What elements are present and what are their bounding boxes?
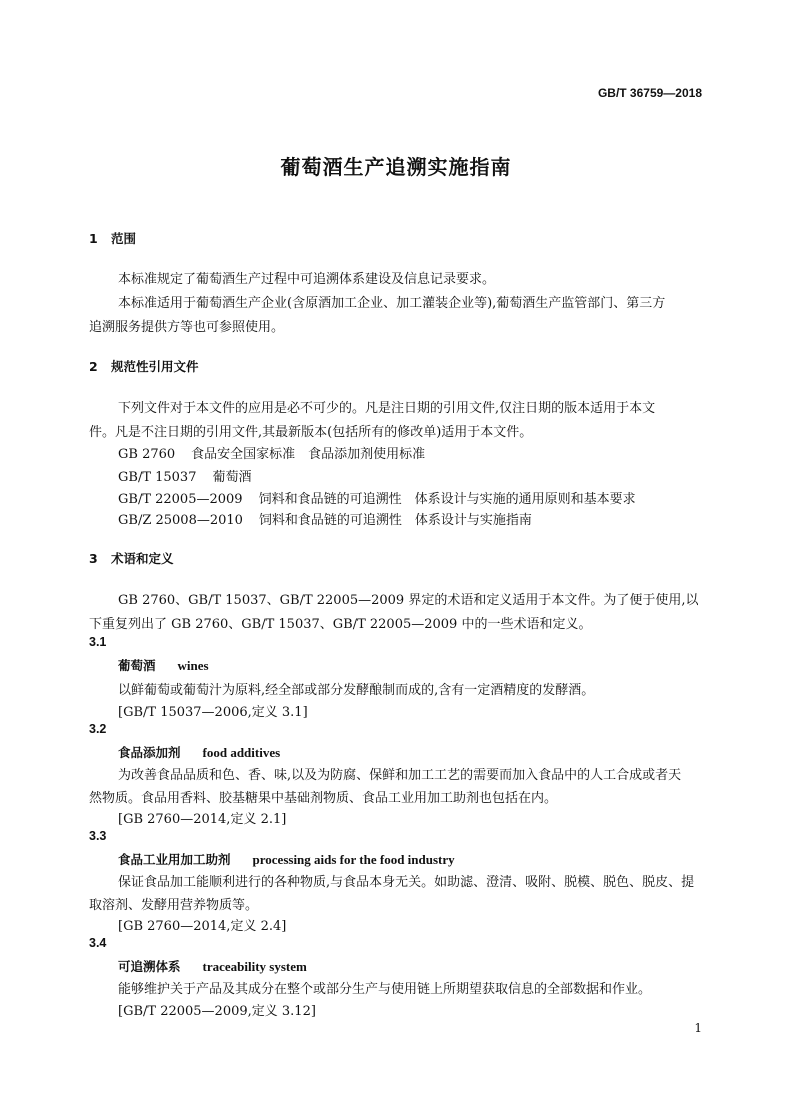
term-definition: 保证食品加工能顺利进行的各种物质,与食品本身无关。如助滤、澄清、吸附、脱模、脱色、脱皮、提	[118, 875, 695, 890]
paragraph-continuation: 件。凡是不注日期的引用文件,其最新版本(包括所有的修改单)适用于本文件。	[89, 425, 533, 440]
section-title: 术语和定义	[111, 551, 174, 566]
term-chinese: 可追溯体系	[118, 959, 181, 974]
term-source: [GB/T 22005—2009,定义 3.12]	[118, 1004, 316, 1019]
reference-title: 食品安全国家标准 食品添加剂使用标准	[191, 447, 426, 462]
reference-code: GB/T 22005—2009	[118, 492, 243, 507]
paragraph-continuation: 下重复列出了 GB 2760、GB/T 15037、GB/T 22005—2009 中的一些术语和定义。	[89, 617, 592, 632]
term-definition: 为改善食品品质和色、香、味,以及为防腐、保鲜和加工工艺的需要而加入食品中的人工合成或者天	[118, 768, 682, 783]
term-definition: 以鲜葡萄或葡萄汁为原料,经全部或部分发酵酿制而成的,含有一定酒精度的发酵酒。	[118, 683, 595, 698]
paragraph-continuation: 追溯服务提供方等也可参照使用。	[89, 320, 285, 335]
term-english: traceability system	[202, 959, 307, 974]
clause-number: 3.1	[89, 635, 107, 649]
reference-item	[118, 443, 425, 462]
section-number: 2	[89, 359, 98, 374]
term-source: [GB 2760—2014,定义 2.4]	[118, 919, 287, 934]
reference-item	[118, 509, 532, 528]
paragraph: GB 2760、GB/T 15037、GB/T 22005—2009 界定的术语和定义适用于本文件。为了便于使用,以	[118, 593, 699, 608]
clause-number: 3.4	[89, 936, 107, 950]
term-chinese: 食品工业用加工助剂	[118, 852, 231, 867]
term-entry	[118, 743, 280, 761]
paragraph: 本标准适用于葡萄酒生产企业(含原酒加工企业、加工灌装企业等),葡萄酒生产监管部门、第三方	[118, 296, 666, 311]
clause-number: 3.2	[89, 722, 107, 736]
section-2-heading	[89, 357, 199, 375]
page-number: 1	[694, 1021, 702, 1035]
term-entry	[118, 850, 455, 868]
section-1-heading	[89, 229, 136, 247]
reference-item	[118, 466, 252, 485]
clause-number: 3.3	[89, 829, 107, 843]
reference-code: GB 2760	[118, 447, 176, 462]
section-title: 范围	[111, 231, 137, 246]
term-definition-continuation: 然物质。食品用香料、胶基糖果中基础剂物质、食品工业用加工助剂也包括在内。	[89, 791, 558, 806]
term-chinese: 食品添加剂	[118, 745, 181, 760]
paragraph: 下列文件对于本文件的应用是必不可少的。凡是注日期的引用文件,仅注日期的版本适用于本文	[118, 401, 656, 416]
term-chinese: 葡萄酒	[118, 658, 156, 673]
paragraph: 本标准规定了葡萄酒生产过程中可追溯体系建设及信息记录要求。	[118, 272, 496, 287]
term-english: food additives	[202, 745, 281, 760]
term-definition: 能够维护关于产品及其成分在整个或部分生产与使用链上所期望获取信息的全部数据和作业。	[118, 982, 652, 997]
section-title: 规范性引用文件	[111, 359, 199, 374]
reference-title: 饲料和食品链的可追溯性 体系设计与实施的通用原则和基本要求	[258, 492, 636, 507]
term-entry	[118, 957, 307, 975]
term-entry	[118, 656, 209, 674]
term-english: wines	[177, 658, 209, 673]
term-source: [GB 2760—2014,定义 2.1]	[118, 812, 287, 827]
reference-title: 饲料和食品链的可追溯性 体系设计与实施指南	[258, 513, 532, 528]
section-number: 3	[89, 551, 98, 566]
reference-code: GB/T 15037	[118, 470, 197, 485]
section-3-heading	[89, 549, 174, 567]
standard-code: GB/T 36759—2018	[597, 86, 702, 100]
document-title: 葡萄酒生产追溯实施指南	[280, 155, 512, 179]
term-definition-continuation: 取溶剂、发酵用营养物质等。	[89, 898, 259, 913]
reference-item	[118, 488, 636, 507]
term-english: processing aids for the food industry	[252, 852, 455, 867]
section-number: 1	[89, 231, 98, 246]
reference-code: GB/Z 25008—2010	[118, 513, 243, 528]
reference-title: 葡萄酒	[212, 470, 252, 485]
term-source: [GB/T 15037—2006,定义 3.1]	[118, 705, 308, 720]
